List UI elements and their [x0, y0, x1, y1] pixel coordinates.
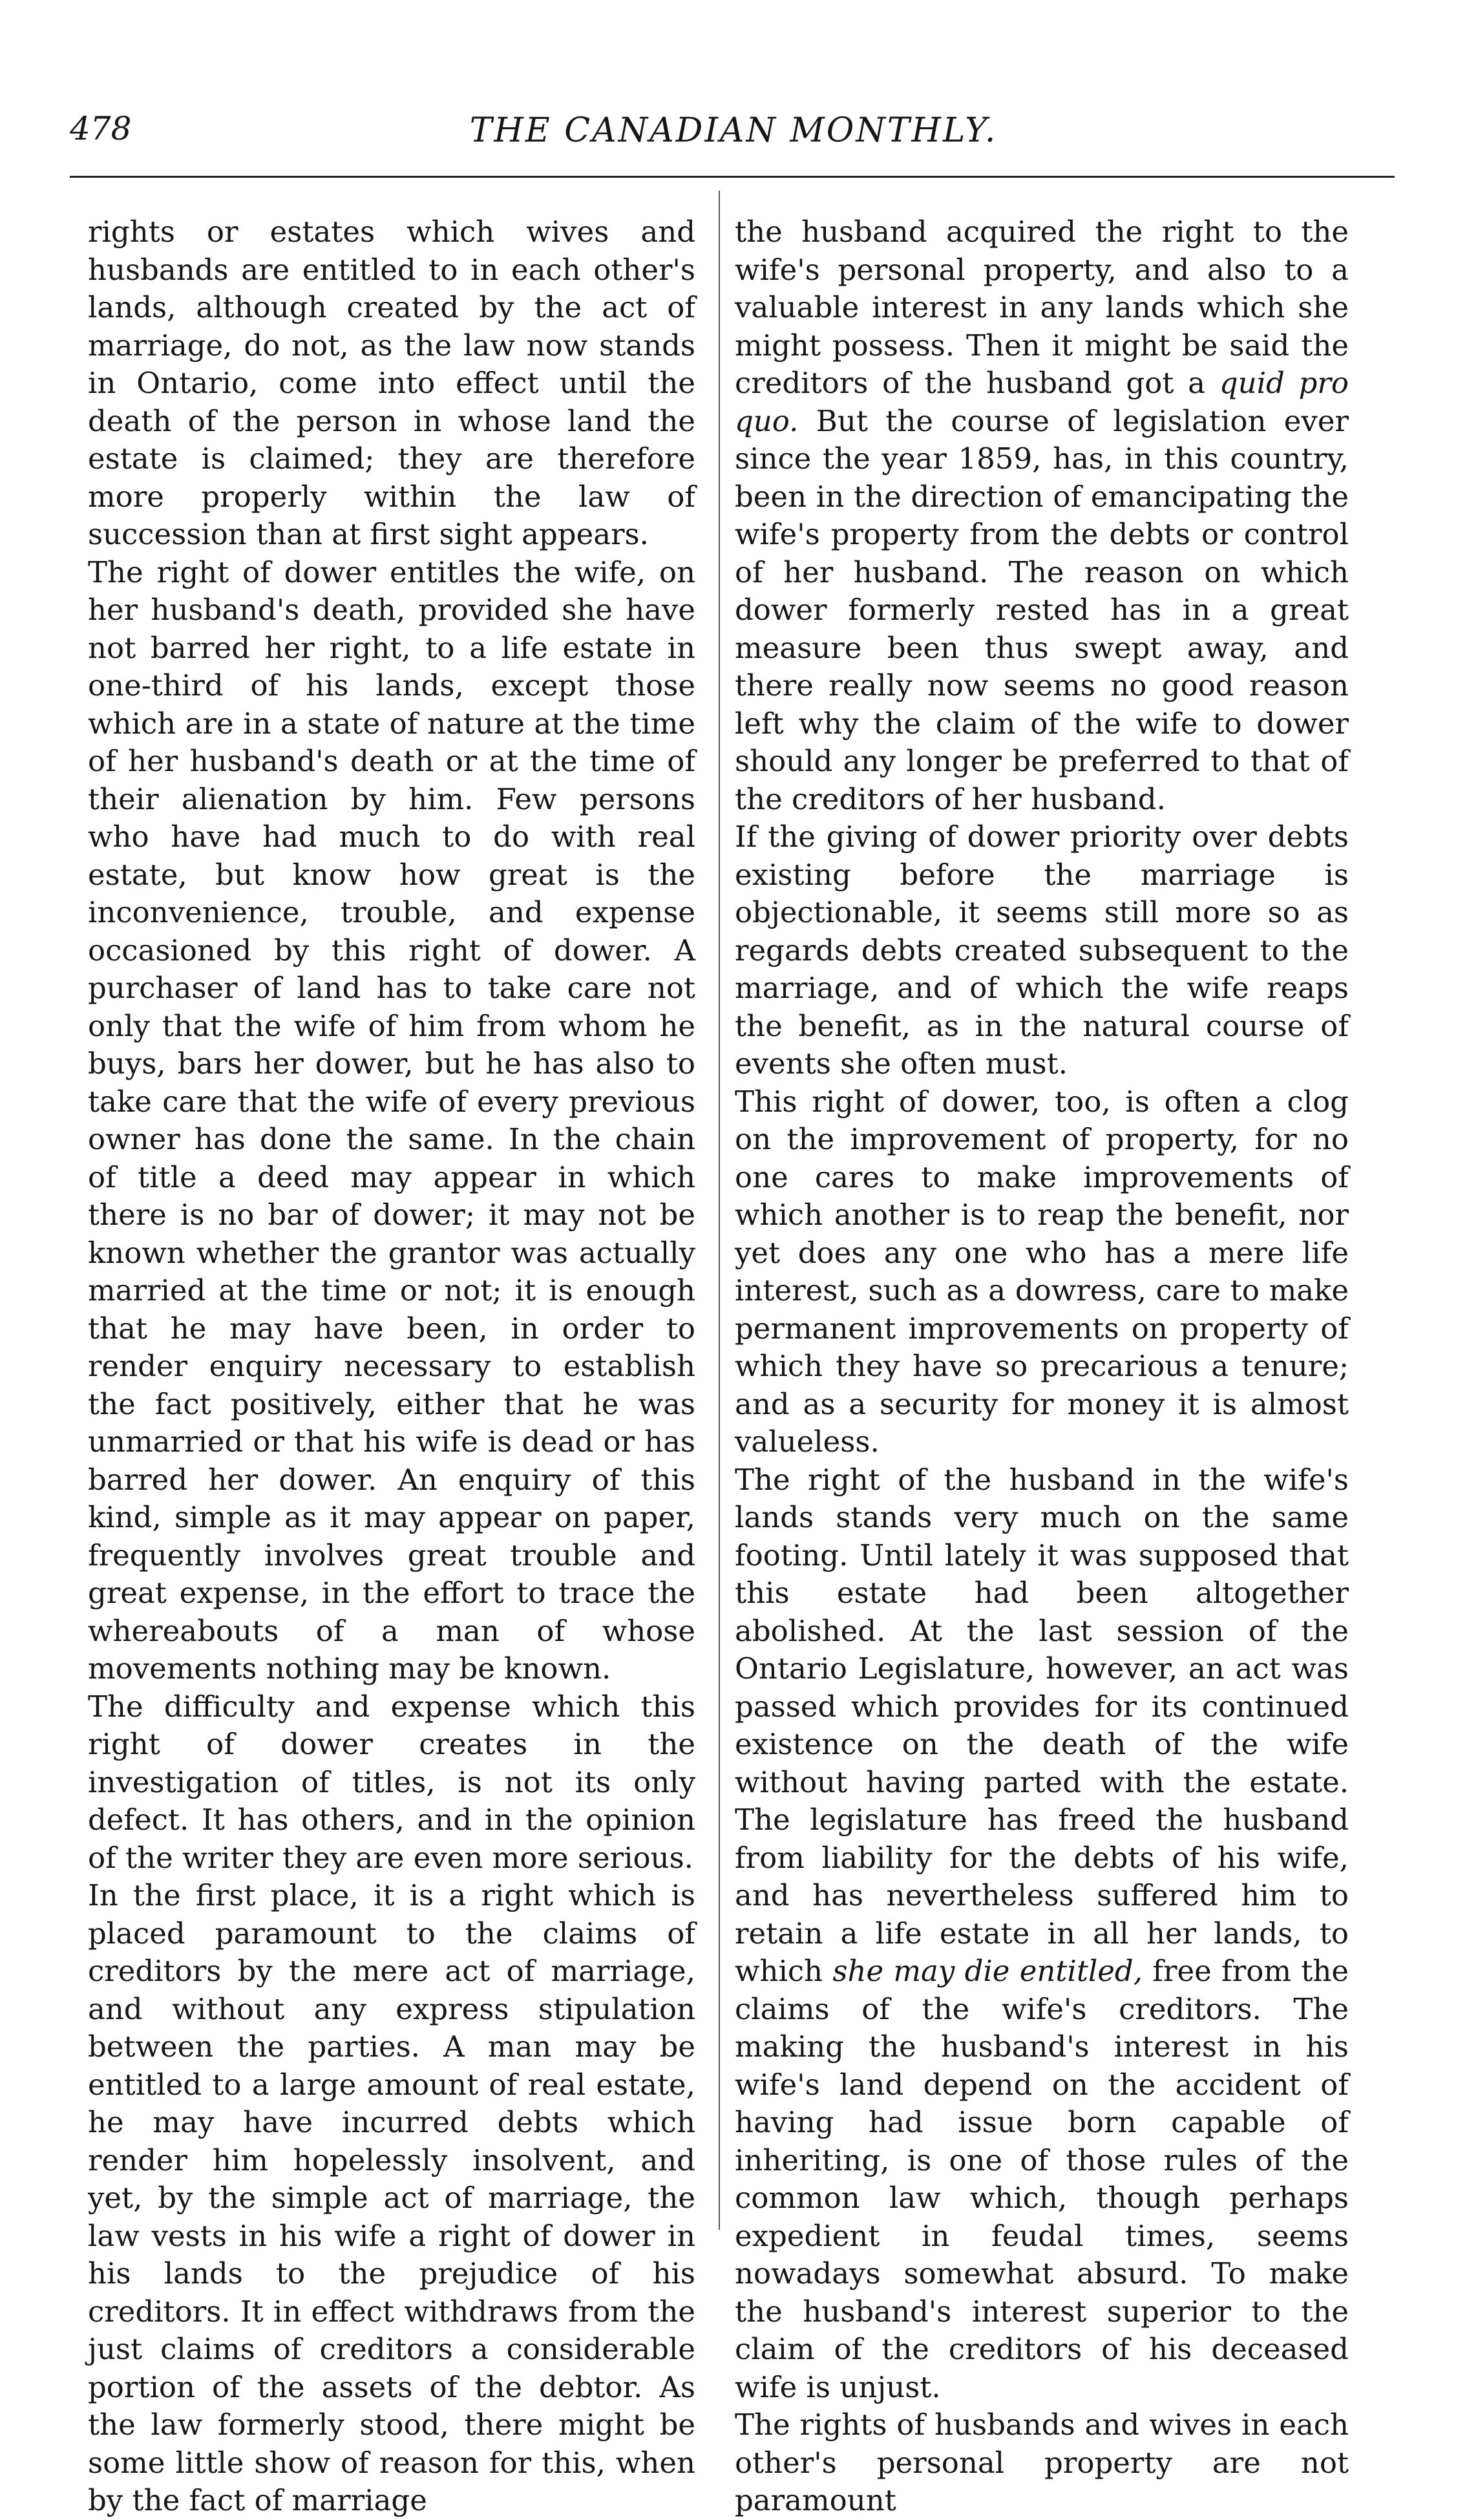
right-paragraph-2: If the giving of dower priority over debts existing before the marriage is objectionable, it seems still more so as regards debts created subsequent to the marriage, and of which the wife reaps the benefit, as in the natural course of events she often must. [735, 820, 1349, 1081]
emphasized-phrase: she may die entitled, [832, 1954, 1143, 1988]
running-head: THE CANADIAN MONTHLY. [469, 111, 998, 150]
left-column [88, 213, 695, 2520]
right-paragraph-4 [735, 1461, 1349, 2407]
left-paragraph-2: The right of dower entitles the wife, on her husband's death, provided she have not barred her right, to a life estate in one-third of his lands, except those which are in a state of nature at the time of her husband's death or at the time of their alienation by him. Few persons who have had much to do with real estate, but know how great is the inconvenience, trouble, and expense occasioned by this right of dower. A purchaser of land has to take care not only that the wife of him from whom he buys, bars her dower, but he has also to take care that the wife of every previous owner has done the same. In the chain of title a deed may appear in which there is no bar of dower; it may not be known whether the grantor was actually married at the time or not; it is enough that he may have been, in order to render enquiry necessary to establish the fact positively, either that he was unmarried or that his wife is dead or has barred her dower. An enquiry of this kind, simple as it may appear on paper, frequently involves great trouble and great expense, in the effort to trace the whereabouts of a man of whose movements nothing may be known. [88, 555, 695, 1686]
page-number: 478 [70, 110, 132, 147]
latin-phrase: quid pro quo. [735, 366, 1349, 438]
right-paragraph-5: The rights of husbands and wives in each other's personal property are not paramount [735, 2408, 1349, 2517]
right-column [735, 213, 1349, 2520]
right-paragraph-3: This right of dower, too, is often a clog on the improvement of property, for no one cares to make improvements of which another is to reap the benefit, nor yet does any one who has a mere life interest, such as a dowress, care to make permanent improvements on property of which they have so precarious a tenure; and as a security for money it is almost valueless. [735, 1084, 1349, 1459]
header-rule [70, 176, 1395, 178]
column-divider [719, 191, 720, 2230]
left-paragraph-3: The difficulty and expense which this right of dower creates in the investigation of titles, is not its only defect. It has others, and in the opinion of the writer they are even more serious. [88, 1689, 695, 1875]
right-paragraph-1-start: the husband acquired the right to the wife's personal property, and also to a valuable interest in any lands which she might possess. Then it might be said the creditors of the husband got a [735, 215, 1349, 400]
left-paragraph-1: rights or estates which wives and husbands are entitled to in each other's lands, although created by the act of marriage, do not, as the law now stands in Ontario, come into effect until the death of the person in whose land the estate is claimed; they are therefore more properly within the law of succession than at first sight appears. [88, 215, 695, 551]
right-paragraph-1-end: But the course of legislation ever since the year 1859, has, in this country, been in the direction of emancipating the wife's property from the debts or control of her husband. The reason on which dower formerly rested has in a great measure been thus swept away, and there really now seems no good reason left why the claim of the wife to dower should any longer be preferred to that of the creditors of her husband. [735, 403, 1349, 816]
right-paragraph-4-start: The right of the husband in the wife's lands stands very much on the same footing. Until lately it was supposed that this estate had been altogether abolished. At the last session of the Ontario Legislature, however, an act was passed which provides for its continued existence on the death of the wife without having parted with the estate. The legislature has freed the husband from liability for the debts of his wife, and has nevertheless suffered him to retain a life estate in all her lands, to which [735, 1462, 1349, 1988]
right-paragraph-1 [735, 213, 1349, 818]
left-paragraph-4: In the first place, it is a right which is placed paramount to the claims of creditors by the mere act of marriage, and without any express stipulation between the parties. A man may be entitled to a large amount of real estate, he may have incurred debts which render him hopelessly insolvent, and yet, by the simple act of marriage, the law vests in his wife a right of dower in his lands to the prejudice of his creditors. It in effect withdraws from the just claims of creditors a considerable portion of the assets of the debtor. As the law formerly stood, there might be some little show of reason for this, when by the fact of marriage [88, 1878, 695, 2517]
right-paragraph-4-end: free from the claims of the wife's creditors. The making the husband's interest in his wife's land depend on the accident of having had issue born capable of inheriting, is one of those rules of the common law which, though perhaps expedient in feudal times, seems nowadays somewhat absurd. To make the husband's interest superior to the claim of the creditors of his deceased wife is unjust. [735, 1954, 1349, 2404]
